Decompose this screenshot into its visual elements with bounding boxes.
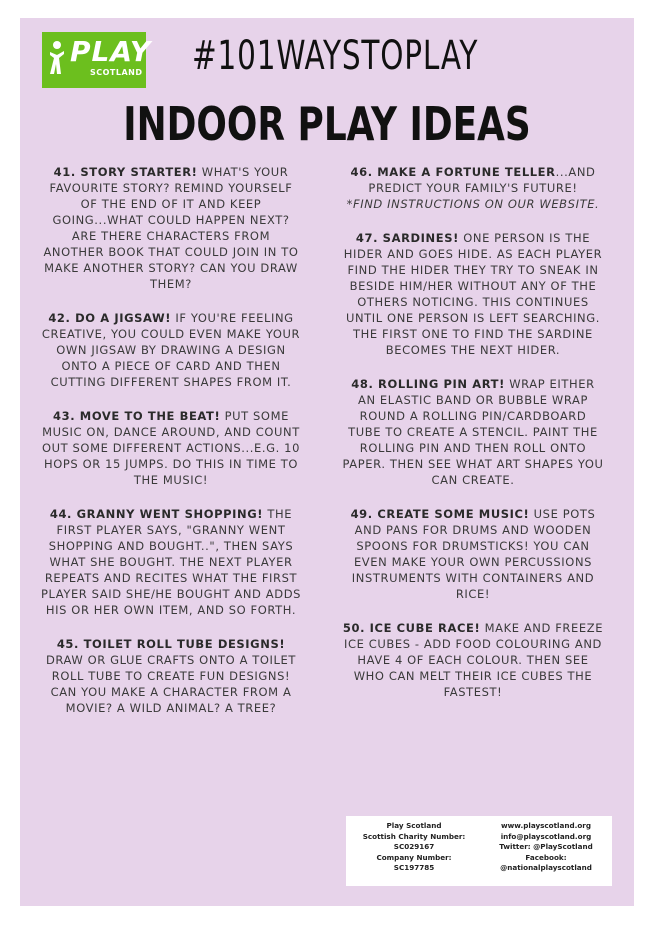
- twitter-handle[interactable]: Twitter: @PlayScotland: [499, 842, 593, 851]
- play-scotland-logo: [42, 32, 152, 88]
- idea-49: [342, 506, 604, 602]
- idea-heading: 47. SARDINES!: [355, 231, 459, 245]
- idea-45: [40, 636, 302, 716]
- ideas-column-left: [40, 164, 302, 734]
- idea-heading: 45. TOILET ROLL TUBE DESIGNS!: [56, 637, 286, 651]
- idea-heading: 44. GRANNY WENT SHOPPING!: [49, 507, 264, 521]
- contact-footer: [346, 816, 612, 886]
- idea-50: [342, 620, 604, 700]
- company-number-label: Company Number:: [376, 852, 452, 862]
- logo-play-text: PLAY: [70, 35, 152, 68]
- charity-details: [350, 821, 478, 874]
- company-number: SC197785: [393, 863, 435, 872]
- idea-heading: 50. ICE CUBE RACE!: [342, 621, 481, 635]
- idea-43: [40, 408, 302, 488]
- idea-text: ...AND PREDICT YOUR FAMILY'S FUTURE!: [368, 165, 596, 195]
- org-name: Play Scotland: [386, 821, 442, 830]
- idea-heading: 48. ROLLING PIN ART!: [351, 377, 505, 391]
- hashtag-heading: #101WAYSTOPLAY: [192, 33, 479, 79]
- ideas-column-right: [342, 164, 604, 718]
- idea-text: ONE PERSON IS THE HIDER AND GOES HIDE. AS EACH PLAYER FIND THE HIDER THEY TRY TO SNEAK IN BESIDE HIM/HER WITHOUT ANY OF THE OTHERS NOTICING. THIS CONTINUES UNTIL ONE PERSON IS LEFT SEARCHING. THE FIRST ONE TO FIND THE SARDINE BECOMES THE NEXT HIDER.: [343, 231, 603, 357]
- idea-text: THE FIRST PLAYER SAYS, "GRANNY WENT SHOPPING AND BOUGHT..", THEN SAYS WHAT SHE BOUGHT. THE NEXT PLAYER REPEATS AND RECITES WHAT THE FIRST PLAYER SAID SHE/HE BOUGHT AND ADDS HIS OR HER OWN ITEM, AND SO FORTH.: [40, 507, 302, 617]
- facebook-handle[interactable]: @nationalplayscotland: [500, 863, 592, 872]
- idea-48: [342, 376, 604, 488]
- charity-number-label: Scottish Charity Number:: [362, 831, 466, 841]
- idea-42: [40, 310, 302, 390]
- idea-heading: 42. DO A JIGSAW!: [48, 311, 172, 325]
- idea-heading: 49. CREATE SOME MUSIC!: [350, 507, 530, 521]
- idea-heading: 46. MAKE A FORTUNE TELLER: [350, 165, 556, 179]
- idea-41: [40, 164, 302, 292]
- idea-44: [40, 506, 302, 618]
- idea-text: MAKE AND FREEZE ICE CUBES - ADD FOOD COLOURING AND HAVE 4 OF EACH COLOUR. THEN SEE WHO CAN MELT THEIR ICE CUBES THE FASTEST!: [344, 621, 604, 699]
- facebook-label: Facebook:: [525, 852, 567, 862]
- idea-note: *FIND INSTRUCTIONS ON OUR WEBSITE.: [346, 197, 600, 211]
- idea-text: WHAT'S YOUR FAVOURITE STORY? REMIND YOURSELF OF THE END OF IT AND KEEP GOING...WHAT COULD HAPPEN NEXT? ARE THERE CHARACTERS FROM ANOTHER BOOK THAT COULD JOIN IN TO MAKE ANOTHER STORY? CAN YOU DRAW THEM?: [43, 165, 299, 291]
- idea-text: IF YOU'RE FEELING CREATIVE, YOU COULD EVEN MAKE YOUR OWN JIGSAW BY DRAWING A DESIGN ONTO A PIECE OF CARD AND THEN CUTTING DIFFERENT SHAPES FROM IT.: [41, 311, 301, 389]
- website-link[interactable]: www.playscotland.org: [501, 821, 591, 830]
- idea-47: [342, 230, 604, 358]
- idea-46: [342, 164, 604, 212]
- email-link[interactable]: info@playscotland.org: [500, 831, 592, 841]
- child-figure-icon: [48, 40, 66, 76]
- idea-text: WRAP EITHER AN ELASTIC BAND OR BUBBLE WRAP ROUND A ROLLING PIN/CARDBOARD TUBE TO CREATE A STENCIL. PAINT THE ROLLING PIN AND THEN ROLL ONTO PAPER. THEN SEE WHAT ART SHAPES YOU CAN CREATE.: [342, 377, 604, 487]
- idea-text: PUT SOME MUSIC ON, DANCE AROUND, AND COUNT OUT SOME DIFFERENT ACTIONS...E.G. 10 HOPS OR 15 JUMPS. DO THIS IN TIME TO THE MUSIC!: [41, 409, 301, 487]
- idea-text: DRAW OR GLUE CRAFTS ONTO A TOILET ROLL TUBE TO CREATE FUN DESIGNS! CAN YOU MAKE A CHARACTER FROM A MOVIE? A WILD ANIMAL? A TREE?: [45, 653, 297, 715]
- logo-scotland-text: SCOTLAND: [90, 68, 143, 77]
- idea-heading: 41. STORY STARTER!: [53, 165, 198, 179]
- charity-number: SC029167: [393, 842, 435, 851]
- idea-text: USE POTS AND PANS FOR DRUMS AND WOODEN SPOONS FOR DRUMSTICKS! YOU CAN EVEN MAKE YOUR OWN PERCUSSIONS INSTRUMENTS WITH CONTAINERS AND RICE!: [351, 507, 596, 601]
- idea-heading: 43. MOVE TO THE BEAT!: [53, 409, 221, 423]
- poster-page: [20, 18, 634, 906]
- page-title: INDOOR PLAY IDEAS: [123, 97, 531, 151]
- contact-details: [482, 821, 610, 874]
